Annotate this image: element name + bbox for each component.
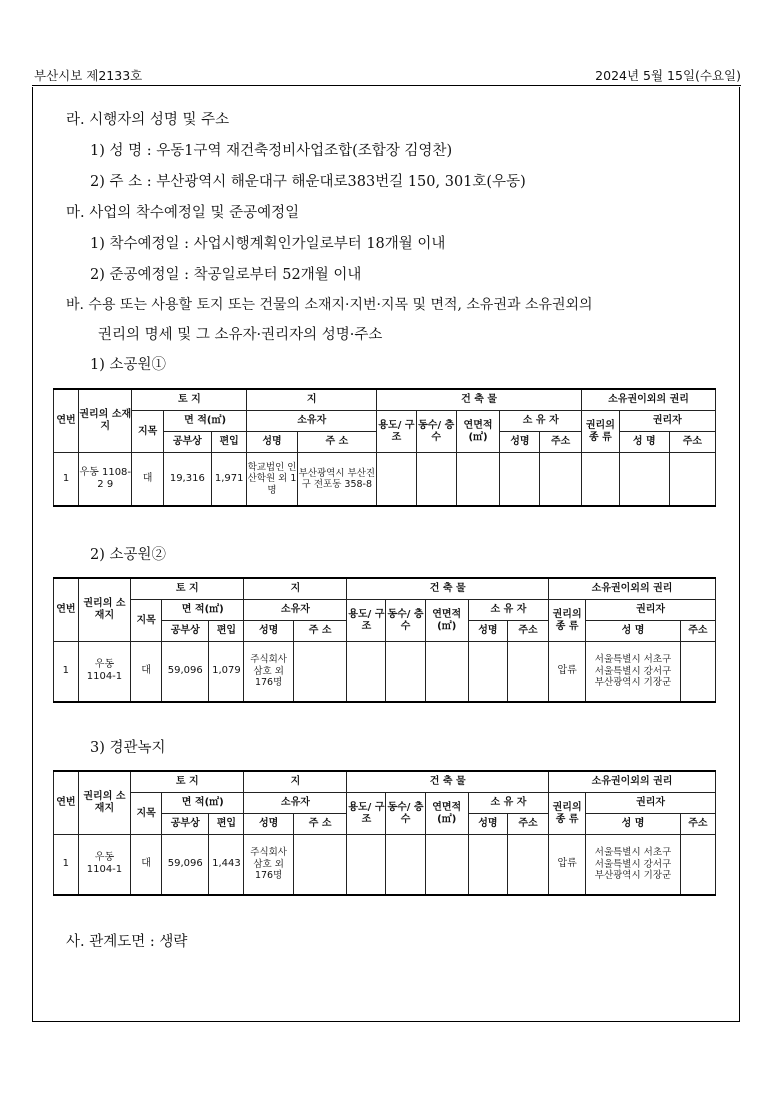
col-jimok: 지목: [131, 600, 162, 642]
table-2-caption: 2) 소공원②: [90, 547, 167, 563]
col-other-rights: 소유권이외의 권리: [549, 578, 716, 600]
cell-use: [347, 835, 386, 895]
cell-owner-name: 주식회사 삼호 외 176명: [244, 642, 293, 702]
cell-jimok: 대: [132, 453, 163, 507]
col-area: 면 적(㎡): [162, 793, 244, 814]
end-date: 2) 준공예정일 : 착공일로부터 52개월 이내: [90, 267, 362, 283]
col-land-2: 지: [247, 389, 377, 411]
cell-owner-name: 학교법인 인산학원 외 1명: [247, 453, 297, 507]
holder-line: 서울특별시 강서구: [594, 665, 672, 677]
col-right-holder: 권리자: [586, 600, 716, 621]
cell-right-type: 압류: [549, 835, 586, 895]
cell-holder-addr: [669, 453, 715, 507]
cell-dong: [386, 835, 425, 895]
holder-line: 서울특별시 서초구: [594, 654, 672, 666]
col-no: 연번: [54, 771, 79, 835]
col-b-addr: 주소: [507, 814, 548, 835]
col-included: 편입: [209, 621, 244, 642]
col-location: 권리의 소재지: [78, 771, 131, 835]
holder-line: 부산광역시 기장군: [594, 869, 672, 881]
section-ma-title: 마. 사업의 착수예정일 및 준공예정일: [66, 205, 300, 221]
holder-line: 서울특별시 강서구: [594, 858, 672, 870]
col-dong: 동수/ 층수: [386, 600, 425, 642]
col-right-type: 권리의 종 류: [582, 411, 620, 453]
col-other-rights: 소유권이외의 권리: [549, 771, 716, 793]
col-land-2: 지: [244, 578, 347, 600]
col-b-owner: 소 유 자: [468, 793, 548, 814]
holder-line: 부산광역시 기장군: [594, 676, 672, 688]
col-holder-name: 성 명: [586, 814, 681, 835]
col-right-type: 권리의 종 류: [549, 600, 586, 642]
col-b-name: 성명: [468, 814, 507, 835]
land-table-1: [53, 388, 716, 507]
cell-holder-addr: [680, 642, 715, 702]
col-owner-addr: 주 소: [297, 432, 376, 453]
col-use: 용도/ 구조: [347, 793, 386, 835]
col-included: 편입: [209, 814, 244, 835]
section-ra-title: 라. 시행자의 성명 및 주소: [66, 112, 230, 128]
col-dong: 동수/ 층수: [386, 793, 425, 835]
col-owner-addr: 주 소: [293, 814, 347, 835]
cell-owner-name: 주식회사 삼호 외 176명: [244, 835, 293, 895]
col-land: 토 지: [132, 389, 247, 411]
cell-included: 1,079: [209, 642, 244, 702]
col-official: 공부상: [162, 621, 209, 642]
col-other-rights: 소유권이외의 권리: [582, 389, 716, 411]
col-land-2: 지: [244, 771, 347, 793]
col-floor-area: 연면적 (㎡): [456, 411, 500, 453]
col-owner-addr: 주 소: [293, 621, 347, 642]
col-b-owner: 소 유 자: [500, 411, 582, 432]
cell-dong: [386, 642, 425, 702]
col-b-addr: 주소: [507, 621, 548, 642]
operator-name: 1) 성 명 : 우동1구역 재건축정비사업조합(조합장 김영찬): [90, 143, 453, 159]
header-rule: [32, 85, 741, 86]
col-b-owner: 소 유 자: [468, 600, 548, 621]
col-use: 용도/ 구조: [377, 411, 417, 453]
cell-right-type: [582, 453, 620, 507]
cell-owner-address: [293, 642, 347, 702]
col-area: 면 적(㎡): [163, 411, 247, 432]
cell-owner-address: [293, 835, 347, 895]
col-building: 건 축 물: [377, 389, 582, 411]
col-b-name: 성명: [500, 432, 540, 453]
col-owner-name: 성명: [244, 814, 293, 835]
table-3-caption: 3) 경관녹지: [90, 740, 166, 756]
col-jimok: 지목: [132, 411, 163, 453]
cell-official: 19,316: [163, 453, 211, 507]
col-floor-area: 연면적 (㎡): [425, 600, 468, 642]
col-building: 건 축 물: [347, 771, 549, 793]
col-right-holder: 권리자: [619, 411, 715, 432]
cell-official: 59,096: [162, 642, 209, 702]
cell-holder-name: [619, 453, 669, 507]
cell-use: [377, 453, 417, 507]
cell-location: 우동 1104-1: [78, 835, 131, 895]
cell-official: 59,096: [162, 835, 209, 895]
cell-holder-name: [586, 642, 681, 702]
col-official: 공부상: [163, 432, 211, 453]
cell-b-addr: [507, 835, 548, 895]
col-holder-addr: 주소: [680, 621, 715, 642]
cell-use: [347, 642, 386, 702]
section-sa-title: 사. 관계도면 : 생략: [66, 934, 188, 950]
section-ba-title-1: 바. 수용 또는 사용할 토지 또는 건물의 소재지·지번·지목 및 면적, 소유권과 소유권외의: [66, 297, 593, 313]
col-owner: 소유자: [244, 793, 347, 814]
col-area: 면 적(㎡): [162, 600, 244, 621]
col-dong: 동수/ 층수: [416, 411, 456, 453]
cell-owner-address: 부산광역시 부산진구 전포동 358-8: [297, 453, 376, 507]
cell-holder-name: [586, 835, 681, 895]
table-row: [54, 453, 716, 507]
col-holder-addr: 주소: [680, 814, 715, 835]
col-right-holder: 권리자: [586, 793, 716, 814]
cell-location: 우동 1108-2 9: [79, 453, 132, 507]
cell-dong: [416, 453, 456, 507]
start-date: 1) 착수예정일 : 사업시행계획인가일로부터 18개월 이내: [90, 236, 446, 252]
col-no: 연번: [54, 389, 79, 453]
cell-right-type: 압류: [549, 642, 586, 702]
holder-line: 서울특별시 서초구: [594, 847, 672, 859]
operator-address: 2) 주 소 : 부산광역시 해운대구 해운대로383번길 150, 301호(우동): [90, 174, 526, 190]
col-right-type: 권리의 종 류: [549, 793, 586, 835]
col-b-addr: 주소: [540, 432, 582, 453]
cell-no: 1: [54, 835, 79, 895]
cell-holder-addr: [680, 835, 715, 895]
col-official: 공부상: [162, 814, 209, 835]
land-table-3: [53, 770, 716, 896]
cell-no: 1: [54, 642, 79, 702]
col-location: 권리의 소재지: [79, 389, 132, 453]
cell-floor-area: [425, 642, 468, 702]
col-b-name: 성명: [468, 621, 507, 642]
gazette-date: 2024년 5월 15일(수요일): [595, 68, 741, 83]
col-owner-name: 성명: [247, 432, 297, 453]
table-1-caption: 1) 소공원①: [90, 357, 167, 373]
col-no: 연번: [54, 578, 79, 642]
col-use: 용도/ 구조: [347, 600, 386, 642]
cell-no: 1: [54, 453, 79, 507]
section-ba-title-2: 권리의 명세 및 그 소유자·권리자의 성명·주소: [98, 327, 383, 343]
cell-b-addr: [540, 453, 582, 507]
col-included: 편입: [211, 432, 247, 453]
col-owner: 소유자: [247, 411, 377, 432]
cell-included: 1,443: [209, 835, 244, 895]
col-jimok: 지목: [131, 793, 162, 835]
col-holder-addr: 주소: [669, 432, 715, 453]
cell-jimok: 대: [131, 642, 162, 702]
table-row: [54, 835, 716, 895]
cell-b-name: [500, 453, 540, 507]
cell-b-name: [468, 642, 507, 702]
col-floor-area: 연면적 (㎡): [425, 793, 468, 835]
cell-included: 1,971: [211, 453, 247, 507]
col-land: 토 지: [131, 578, 244, 600]
col-location: 권리의 소재지: [78, 578, 131, 642]
col-building: 건 축 물: [347, 578, 549, 600]
col-land: 토 지: [131, 771, 244, 793]
cell-location: 우동 1104-1: [78, 642, 131, 702]
col-holder-name: 성 명: [619, 432, 669, 453]
table-row: [54, 642, 716, 702]
cell-floor-area: [425, 835, 468, 895]
col-owner-name: 성명: [244, 621, 293, 642]
col-holder-name: 성 명: [586, 621, 681, 642]
cell-b-addr: [507, 642, 548, 702]
cell-floor-area: [456, 453, 500, 507]
cell-jimok: 대: [131, 835, 162, 895]
col-owner: 소유자: [244, 600, 347, 621]
cell-b-name: [468, 835, 507, 895]
land-table-2: [53, 577, 716, 703]
gazette-issue: 부산시보 제2133호: [34, 68, 143, 83]
